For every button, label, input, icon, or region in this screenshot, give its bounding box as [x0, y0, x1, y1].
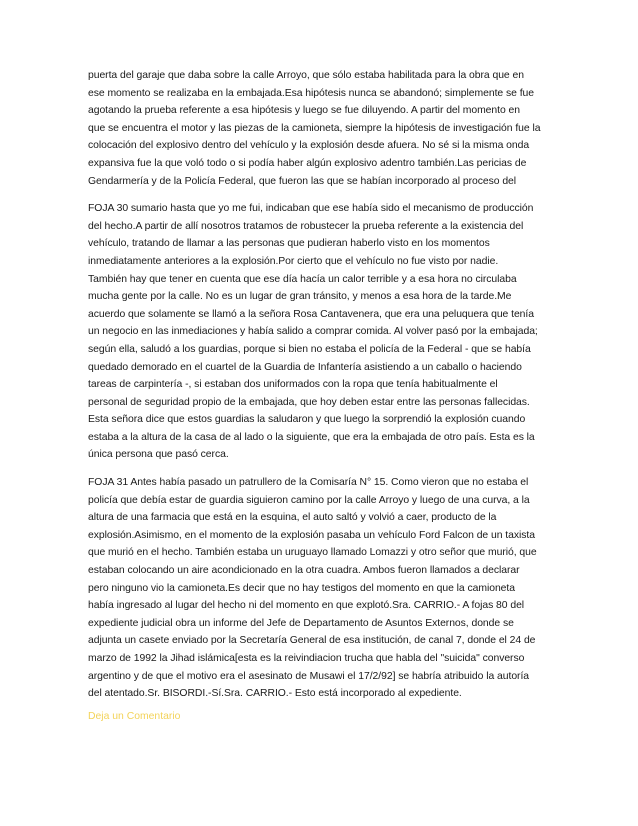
text-line: vehículo, tratando de llamar a las personas que pudieran haberlo visto en los momentos — [88, 238, 490, 250]
text-line: mucha gente por la calle. No es un lugar de gran tránsito, y menos a esa hora de la tarde.Me — [88, 291, 512, 303]
text-line: También hay que tener en cuenta que ese día hacía un calor terrible y a esa hora no circulaba — [88, 273, 517, 285]
document-body — [88, 67, 554, 713]
text-line: puerta del garaje que daba sobre la calle Arroyo, que sólo estaba habilitada para la obra que en — [88, 70, 524, 81]
text-line: quedado demorado en el cuartel de la Guardia de Infantería asistiendo a un caballo o haciendo — [88, 361, 522, 373]
text-line: colocación del explosivo dentro del vehículo y la explosión desde afuera. No sé si la misma onda — [88, 140, 530, 152]
text-line: expediente judicial obra un informe del Jefe de Departamento de Asuntos Externos, donde se — [88, 617, 514, 629]
text-line: adjunta un casete enviado por la Secretaría General de esa institución, de canal 7, donde el 24 de — [88, 635, 536, 647]
text-line: pero ninguno vio la camioneta.Es decir que no hay testigos del momento en que la camioneta — [88, 582, 515, 594]
text-line: expansiva fue la que voló todo o si podía haber algún explosivo adentro también.Las pericias de — [88, 157, 527, 169]
leave-comment-link[interactable]: Deja un Comentario — [88, 711, 181, 722]
paragraph — [88, 200, 554, 464]
text-line: personal de seguridad propio de la embajada, que hoy deben estar entre las personas fallecidas. — [88, 396, 530, 408]
text-line: del atentado.Sr. BISORDI.-Sí.Sra. CARRIO.- Esto está incorporado al expediente. — [88, 688, 462, 700]
text-line: altura de una farmacia que está en la esquina, el auto saltó y volvió a caer, producto de la — [88, 512, 497, 524]
text-line: estaban colocando un aire acondicionado en la otra cuadra. Ambos fueron llamados a declarar — [88, 565, 520, 577]
text-line: marzo de 1992 la Jihad islámica[esta es la reivindiacion trucha que habla del "suicida" converso — [88, 653, 525, 664]
text-line: agotando la prueba referente a esa hipótesis y luego se fue diluyendo. A partir del momento en — [88, 105, 521, 117]
text-line: FOJA 30 sumario hasta que yo me fui, indicaban que ese había sido el mecanismo de producción — [88, 203, 534, 215]
text-line: FOJA 31 Antes había pasado un patrullero de la Comisaría N° 15. Como vieron que no estaba el — [88, 477, 529, 489]
text-line: que murió en el hecho. También estaba un uruguayo llamado Lomazzi y otro señor que murió, que — [88, 547, 537, 559]
text-line: según ella, saludó a los guardias, porque si bien no estaba el policía de la Federal - que se había — [88, 343, 531, 355]
text-line: acuerdo que solamente se llamó a la señora Rosa Cantavenera, que era una peluquera que tenía — [88, 308, 534, 320]
text-line: había ingresado al lugar del hecho ni del momento en que explotó.Sra. CARRIO.- A fojas 80 del — [88, 600, 525, 612]
paragraph — [88, 474, 554, 703]
paragraph — [88, 67, 554, 190]
text-line: inmediatamente anteriores a la explosión.Por cierto que el vehículo no fue visto por nadie. — [88, 255, 499, 267]
text-line: Gendarmería y de la Policía Federal, que fueron las que se habían incorporado al proceso del — [88, 175, 517, 187]
text-line: estaba a la altura de la casa de al lado o la siguiente, que era la embajada de otro país. Esta es la — [88, 431, 535, 443]
text-line: del hecho.A partir de allí nosotros tratamos de robustecer la prueba referente a la existencia del — [88, 220, 524, 232]
text-line: explosión.Asimismo, en el momento de la explosión pasaba un vehículo Ford Falcon de un taxista — [88, 529, 535, 541]
text-line: argentino y de que el motivo era el asesinato de Musawi el 17/2/92] se habría atribuido la autoría — [88, 670, 530, 682]
text-line: única persona que pasó cerca. — [88, 449, 229, 461]
text-line: que se encuentra el motor y las piezas de la camioneta, siempre la hipótesis de investigación fue la — [88, 122, 541, 134]
text-line: policía que debía estar de guardia siguieron camino por la calle Arroyo y luego de una curva, a la — [88, 494, 530, 506]
text-line: Esta señora dice que estos guardias la saludaron y que luego la sorprendió la explosión cuando — [88, 414, 526, 426]
text-line: un negocio en las inmediaciones y había salido a comprar comida. Al volver pasó por la embajada; — [88, 326, 538, 338]
text-line: tareas de carpintería -, si estaban dos uniformados con la ropa que tenía habitualmente el — [88, 379, 498, 391]
text-line: ese momento se realizaba en la embajada.Esa hipótesis nunca se abandonó; simplemente se fue — [88, 87, 534, 99]
